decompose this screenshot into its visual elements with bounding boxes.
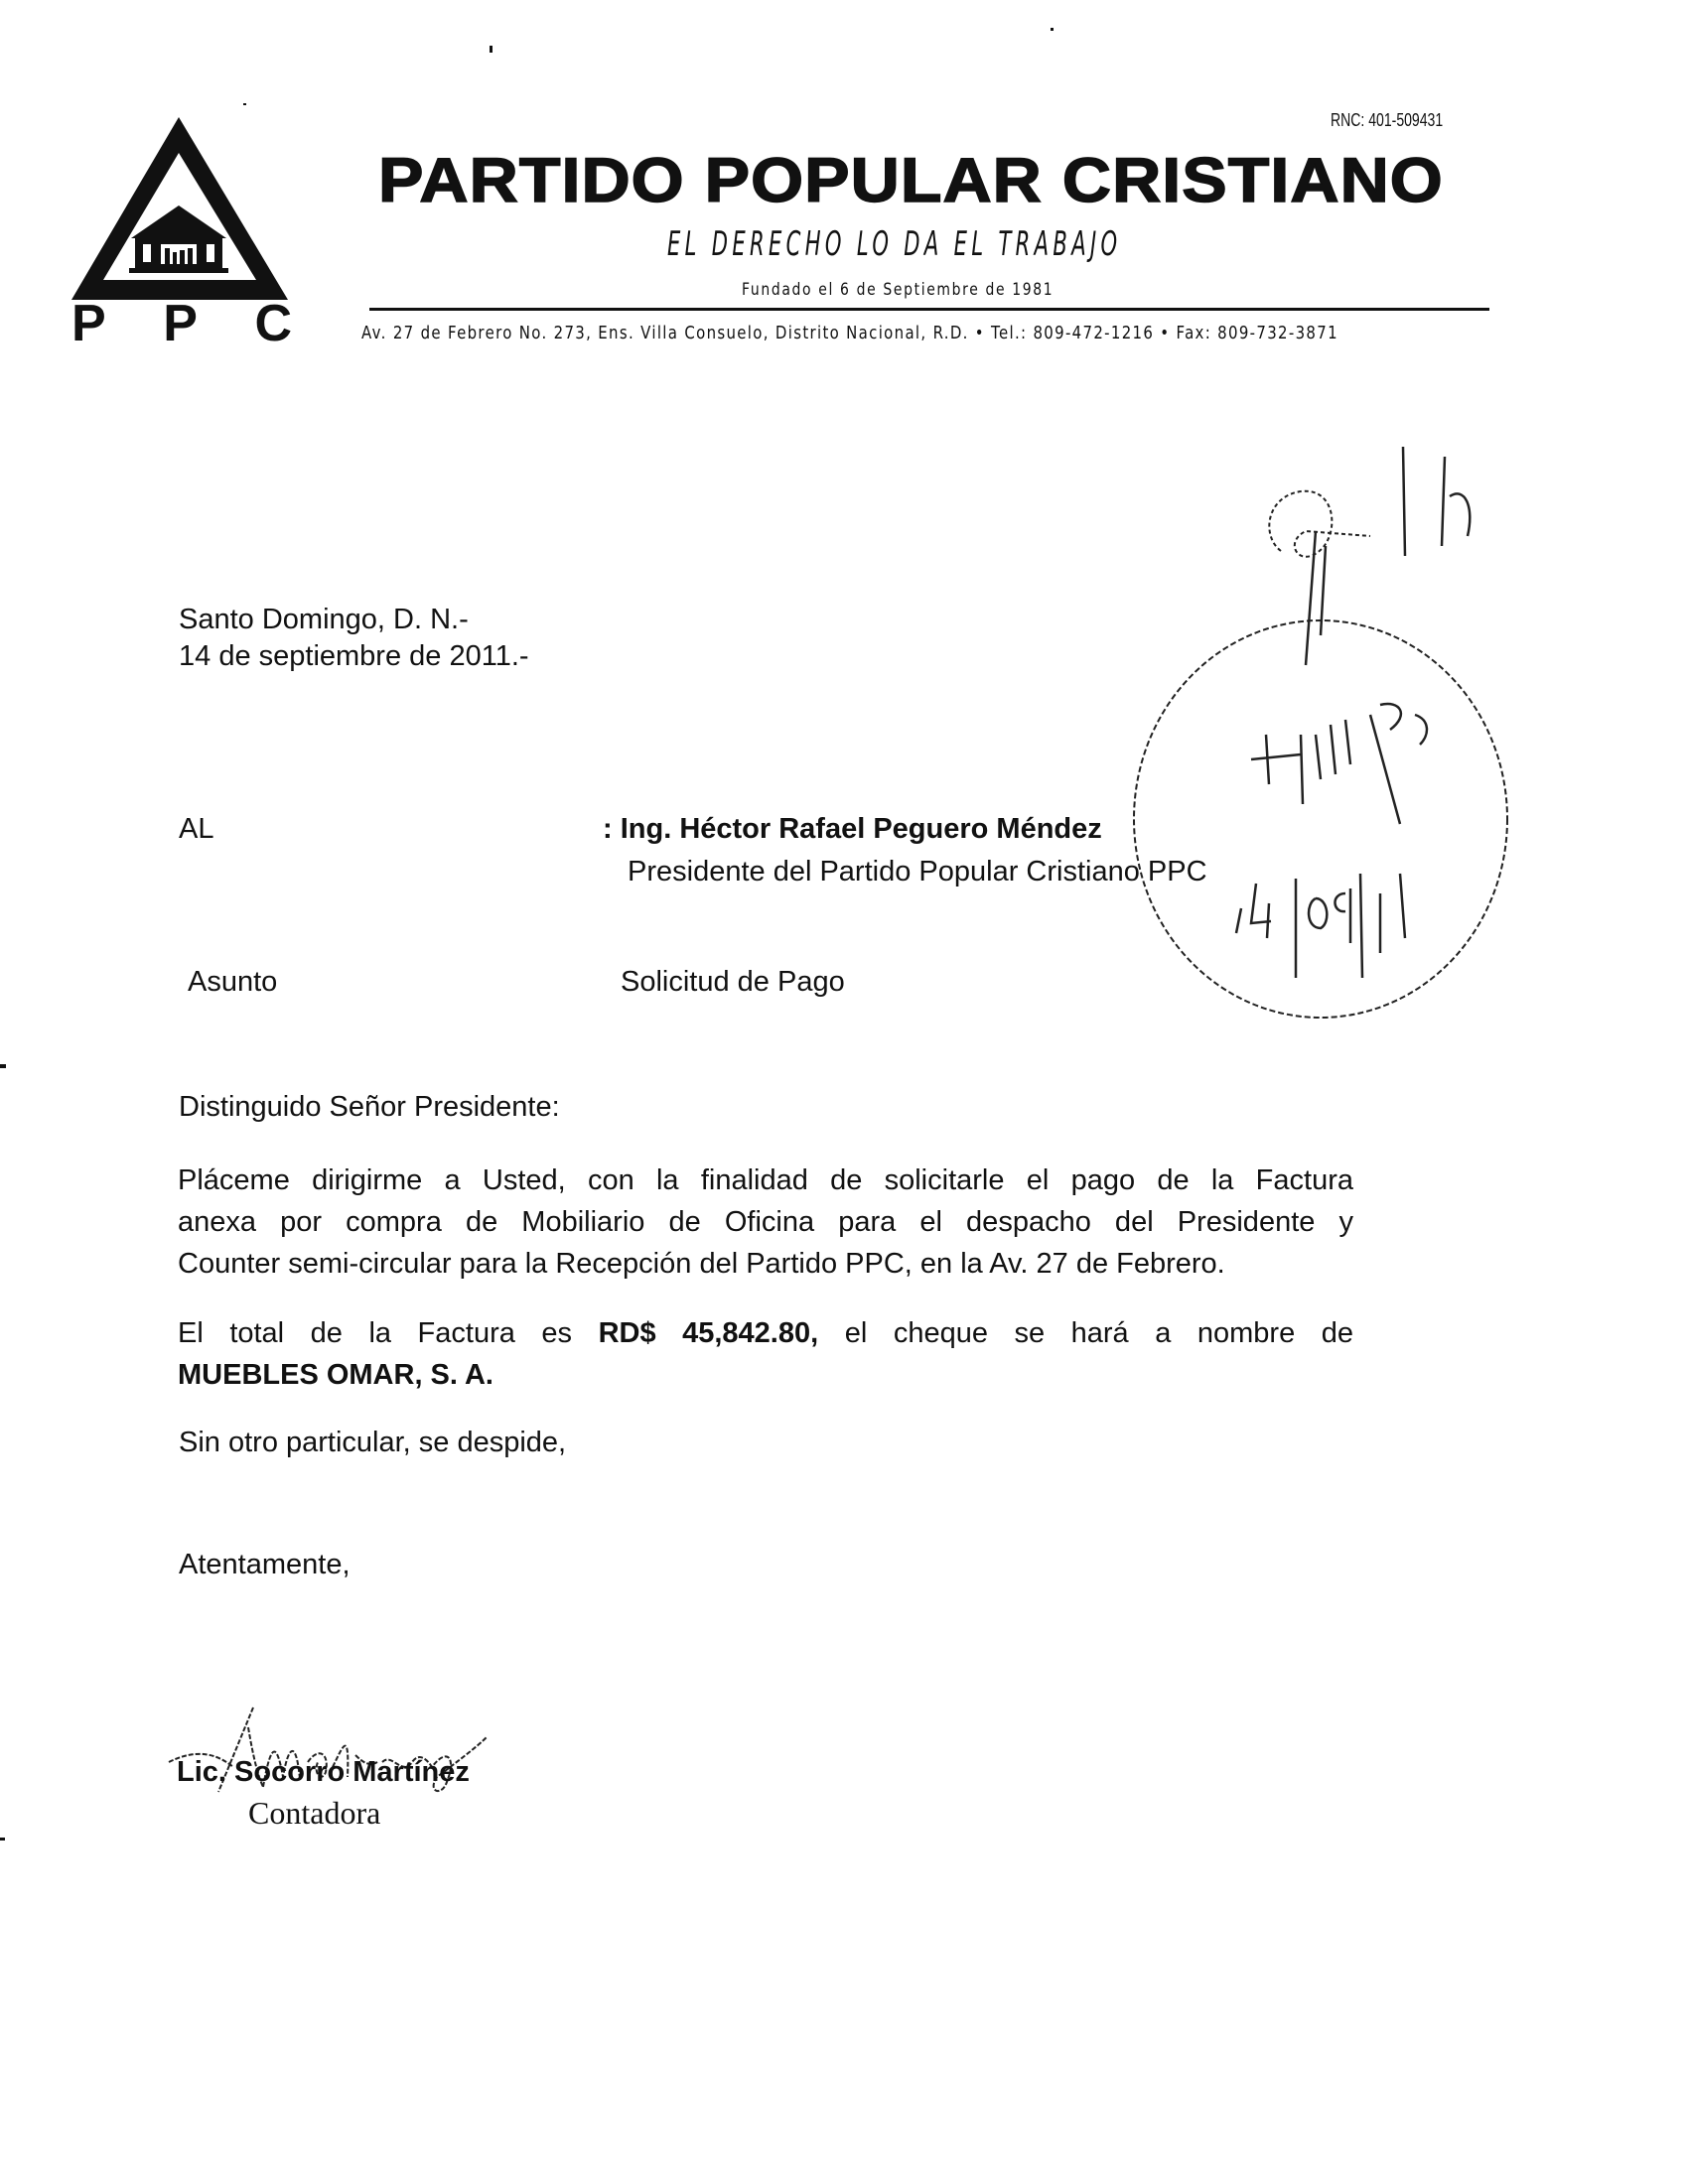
total-suffix: el cheque se hará a nombre de: [844, 1317, 1353, 1349]
logo-letter-c: C: [254, 295, 292, 352]
paragraph-line: Counter semi-circular para la Recepción del Partido PPC, en la Av. 27 de Febrero.: [178, 1248, 1225, 1280]
invoice-amount: RD$ 45,842.80,: [598, 1317, 819, 1349]
party-name-title: PARTIDO POPULAR CRISTIANO: [378, 146, 1444, 215]
signer-name: Lic. Socorro Martínez: [177, 1756, 470, 1788]
scan-speck: [0, 1838, 5, 1841]
subject-label: Asunto: [188, 966, 278, 998]
paragraph-line: Pláceme dirigirme a Usted, con la finalidad de solicitarle el pago de la Factura: [178, 1164, 1353, 1196]
recipient-name: : Ing. Héctor Rafael Peguero Méndez: [603, 813, 1102, 845]
logo-letter-p1: P: [71, 295, 106, 352]
total-prefix: El total de la Factura es: [178, 1317, 573, 1349]
closing-line: Sin otro particular, se despide,: [179, 1427, 567, 1458]
scan-speck: [243, 103, 246, 105]
recipient-label: AL: [179, 813, 214, 845]
letterhead-divider: [369, 308, 1489, 311]
subject-text: Solicitud de Pago: [621, 966, 845, 998]
signer-role: Contadora: [248, 1795, 381, 1831]
paragraph-line: anexa por compra de Mobiliario de Oficina para el despacho del Presidente y: [178, 1206, 1353, 1238]
salutation: Distinguido Señor Presidente:: [179, 1091, 560, 1123]
body-paragraph-request: [178, 1160, 1353, 1285]
recipient-title: Presidente del Partido Popular Cristiano PPC: [628, 856, 1207, 887]
logo-letters: [71, 295, 292, 352]
party-address-contact: Av. 27 de Febrero No. 273, Ens. Villa Consuelo, Distrito Nacional, R.D. • Tel.: 809-472-1216 • Fax: 809-732-3871: [361, 323, 1338, 343]
sign-off: Atentamente,: [179, 1549, 351, 1580]
scan-speck: [0, 1064, 6, 1068]
logo-letter-p2: P: [163, 295, 198, 352]
payee-name: MUEBLES OMAR, S. A.: [178, 1359, 493, 1391]
scan-speck: [490, 46, 492, 53]
founded-date: Fundado el 6 de Septiembre de 1981: [742, 280, 1055, 300]
rnc-number: RNC: 401-509431: [1331, 110, 1444, 130]
body-paragraph-total: [178, 1312, 1353, 1396]
scan-speck: [1051, 28, 1054, 31]
party-tagline: EL DERECHO LO DA EL TRABAJO: [667, 224, 1122, 264]
letter-place: Santo Domingo, D. N.-: [179, 604, 469, 635]
received-stamp-circle-icon: [1072, 437, 1509, 1023]
total-line: [178, 1312, 1353, 1354]
letter-date: 14 de septiembre de 2011.-: [179, 640, 529, 672]
